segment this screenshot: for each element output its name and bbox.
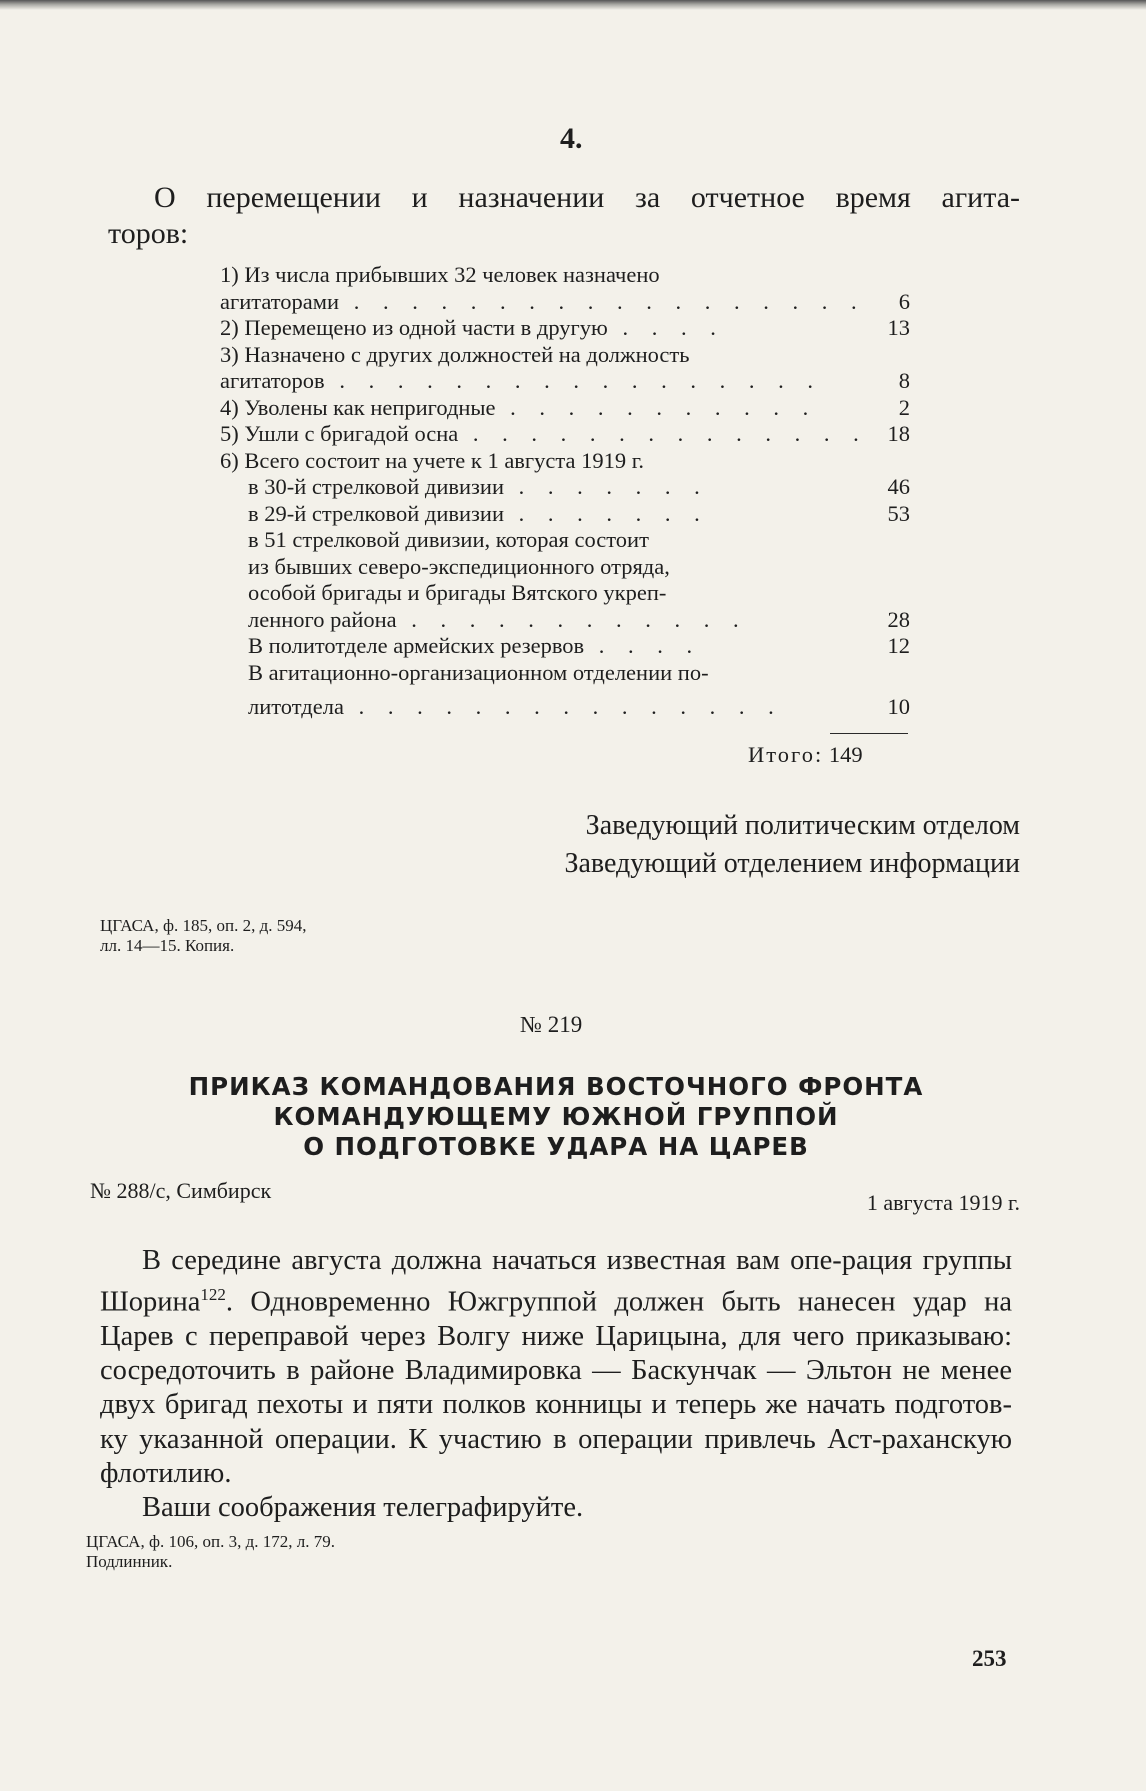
- dot-leader: . . . . . . . . . . . .: [396, 606, 748, 632]
- signature-political-dept: Заведующий политическим отделом: [585, 810, 1020, 841]
- list-item-text: в 30-й стрелковой дивизии: [248, 474, 505, 499]
- dot-leader: . . . . . . .: [504, 474, 709, 499]
- list-item: [220, 315, 910, 342]
- document-date: 1 августа 1919 г.: [866, 1190, 1020, 1215]
- intro-paragraph: [108, 180, 1020, 252]
- list-item: [220, 694, 910, 721]
- list-item-value: 6: [898, 288, 910, 314]
- list-item-value: 13: [887, 315, 910, 340]
- list-item-value: 46: [887, 474, 910, 499]
- document-title-line: КОМАНДУЮЩЕМУ ЮЖНОЙ ГРУППОЙ: [273, 1102, 839, 1131]
- list-item-value: 12: [887, 633, 910, 658]
- list-item-text: 2) Перемещено из одной части в другую: [220, 315, 608, 340]
- signature-info-dept: Заведующий отделением информации: [564, 848, 1020, 879]
- list-item-text: 3) Назначено с других должностей на должность: [220, 341, 690, 367]
- document-number: № 219: [520, 1012, 583, 1037]
- list-item-text: в 29-й стрелковой дивизии: [248, 500, 505, 526]
- list-item-value: 2: [898, 394, 910, 420]
- list-item-value: 53: [887, 500, 910, 526]
- dot-leader: . . . . . . . . . . .: [495, 394, 818, 420]
- list-item: [220, 395, 910, 422]
- list-item-value: 18: [887, 421, 910, 446]
- list-item-text: 1) Из числа прибывших 32 человек назначено: [220, 262, 660, 287]
- list-item-text: В политотделе армейских резервов: [248, 633, 585, 658]
- list-item: [220, 421, 910, 448]
- intro-line-2: торов:: [108, 217, 189, 250]
- list-item-text: литотдела: [248, 694, 344, 719]
- archive-source-line: ЦГАСА, ф. 185, оп. 2, д. 594,: [100, 916, 307, 935]
- list-item: [220, 474, 910, 501]
- list-item-value: 8: [898, 368, 910, 393]
- page-top-edge: [0, 0, 1146, 10]
- list-item-value: 10: [887, 694, 910, 719]
- document-reference: № 288/с, Симбирск: [90, 1178, 272, 1203]
- list-item-text: в 51 стрелковой дивизии, которая состоит: [248, 527, 649, 552]
- list-item: [220, 660, 910, 687]
- list-item: [220, 501, 910, 528]
- list-item: [220, 607, 910, 634]
- archive-source-line: Подлинник.: [86, 1552, 173, 1571]
- intro-line-1: О перемещении и назначении за отчетное время агита-: [154, 181, 1020, 214]
- archive-source-2: [86, 1532, 335, 1572]
- list-item-text: 6) Всего состоит на учете к 1 августа 1919 г.: [220, 447, 645, 473]
- list-item-text: агитаторами: [220, 288, 340, 314]
- total-line: [748, 742, 863, 768]
- list-item-text: В агитационно-организационном отделении по-: [248, 659, 709, 685]
- list-item-text: особой бригады и бригады Вятского укреп-: [248, 580, 667, 605]
- section-number: 4.: [560, 122, 583, 155]
- archive-source-line: ЦГАСА, ф. 106, оп. 3, д. 172, л. 79.: [86, 1532, 335, 1551]
- document-title-line: О ПОДГОТОВКЕ УДАРА НА ЦАРЕВ: [303, 1132, 809, 1161]
- list-item: [220, 262, 910, 289]
- dot-leader: . . . . . . . . . . . . . . .: [343, 694, 783, 719]
- total-label: Итого:: [748, 742, 824, 767]
- list-item-text: агитаторов: [220, 368, 325, 393]
- agitator-list: [220, 262, 910, 721]
- list-item: [220, 448, 910, 475]
- page-number: 253: [972, 1646, 1007, 1671]
- body-paragraph: В середине августа должна начаться известная вам опе-рация группы Шорина$^{122}$. Одновременно Южгруппой должен быть нанесен удар на Царев с переправой через Волгу ниже Царицына, для чего приказываю: сосредоточить в районе Владимировка — Баскунчак — Эльтон не менее двух бригад пехоты и пяти полков конницы и теперь же начать подготов-ку указанной операции. К участию в операции привлечь Аст-раханскую флотилию.: [100, 1245, 1012, 1489]
- list-item-text: из бывших северо-экспедиционного отряда,: [248, 553, 670, 579]
- list-item: [220, 580, 910, 607]
- archive-source-1: [100, 916, 306, 956]
- order-body: [100, 1244, 1012, 1525]
- list-item-value: 28: [887, 606, 910, 632]
- total-rule: [830, 733, 908, 734]
- list-item: [220, 633, 910, 660]
- dot-leader: . . . . . . . . . . . . . . . . . .: [339, 288, 866, 314]
- body-paragraph: Ваши соображения телеграфируйте.: [142, 1491, 584, 1523]
- dot-leader: . . . . . . . . . . . . . . . . .: [324, 368, 822, 393]
- dot-leader: . . . .: [584, 633, 702, 658]
- document-title-line: ПРИКАЗ КОМАНДОВАНИЯ ВОСТОЧНОГО ФРОНТА: [188, 1072, 924, 1101]
- list-item: [220, 342, 910, 369]
- dot-leader: . . . . . . . . . . . . . .: [458, 421, 868, 446]
- list-item: [220, 527, 910, 554]
- list-item-text: ленного района: [248, 606, 397, 632]
- list-item: [220, 554, 910, 581]
- list-item-text: 4) Уволены как непригодные: [220, 394, 496, 420]
- archive-source-line: лл. 14—15. Копия.: [100, 936, 235, 955]
- list-item: [220, 368, 910, 395]
- footnote-ref: 122: [200, 1285, 226, 1305]
- total-value: 149: [828, 742, 863, 767]
- list-item: [220, 289, 910, 316]
- dot-leader: . . . .: [607, 315, 725, 340]
- dot-leader: . . . . . . .: [504, 500, 709, 526]
- list-item-text: 5) Ушли с бригадой осна: [220, 421, 459, 446]
